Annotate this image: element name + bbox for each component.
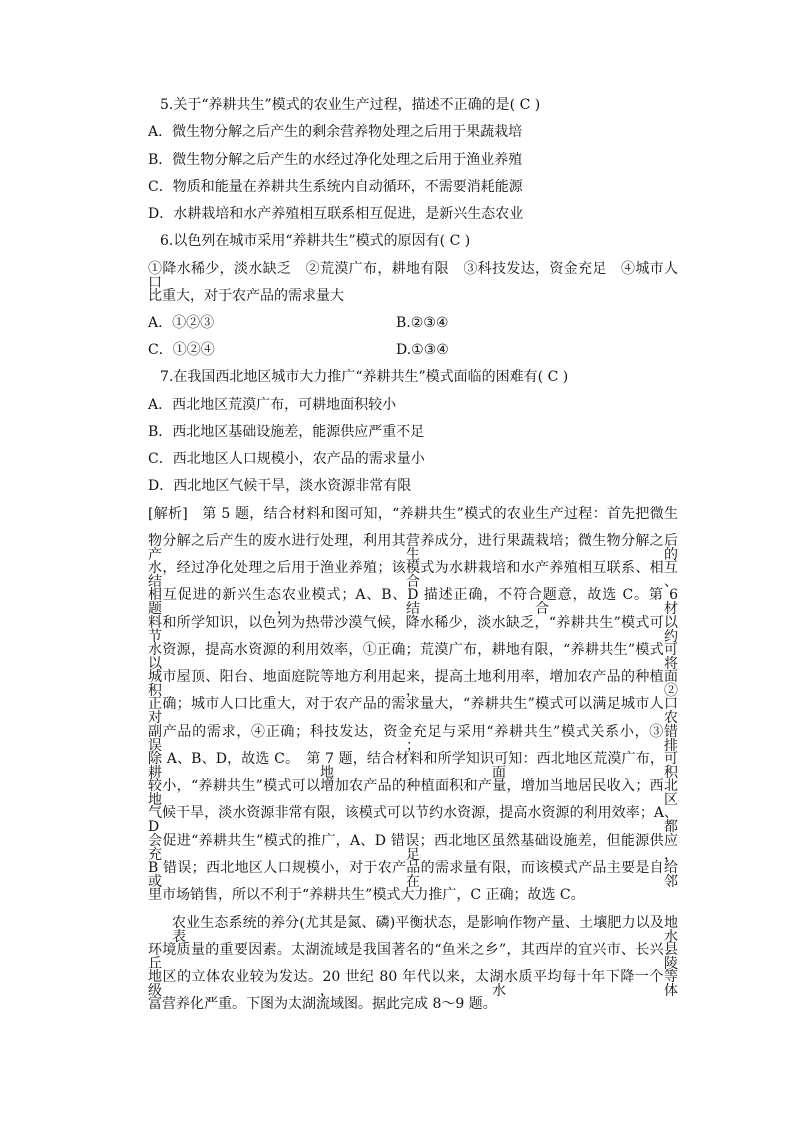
analysis-line: 除 A、B、D，故选 C。 第 7 题，结合材料和所学知识可知：西北地区荒漠广布，可耕地面积	[148, 751, 678, 781]
q6-stem: 6.以色列在城市采用“养耕共生”模式的原因有( C )	[160, 233, 471, 249]
q5-option-a: A．微生物分解之后产生的剩余营养物处理之后用于果蔬栽培	[148, 124, 523, 140]
analysis-line: 物分解之后产生的废水进行处理，利用其营养成分，进行果蔬栽培；微生物分解之后产生的	[148, 533, 678, 563]
q7-stem: 7.在我国西北地区城市大力推广“养耕共生”模式面临的困难有( C )	[160, 369, 569, 385]
analysis-line: 正确；城市人口比重大，对于农产品的需求量大，“养耕共生”模式可以满足城市人口对农	[148, 696, 678, 726]
q6-condition-line-1: ①降水稀少，淡水缺乏 ②荒漠广布，耕地有限 ③科技发达，资金充足 ④城市人口	[148, 261, 678, 291]
analysis-line: 会促进“养耕共生”模式的推广，A、D 错误；西北地区虽然基础设施差，但能源供应充足，	[148, 833, 678, 863]
q6-option-a: A．①②③	[148, 315, 215, 331]
analysis-line: 气候干旱，淡水资源非常有限，该模式可以节约水资源，提高水资源的利用效率；A、D 都	[148, 805, 678, 835]
analysis-line: 副产品的需求，④正确；科技发达，资金充足与采用“养耕共生”模式关系小，③错误；排	[148, 724, 678, 754]
material-line: 环境质量的重要因素。太湖流域是我国著名的“鱼米之乡”，其西岸的宜兴市、长兴县丘陵	[148, 942, 678, 972]
analysis-line: 水资源，提高水资源的利用效率，①正确；荒漠广布，耕地有限，“养耕共生”模式可以将	[148, 642, 678, 672]
q5-option-d: D．水耕栽培和水产养殖相互联系相互促进，是新兴生态农业	[148, 206, 524, 222]
analysis-line: 里市场销售，所以不利于“养耕共生”模式大力推广，C 正确；故选 C。	[148, 887, 585, 903]
q5-option-c: C．物质和能量在养耕共生系统内自动循环，不需要消耗能源	[148, 179, 523, 195]
q7-option-a: A．西北地区荒漠广布，可耕地面积较小	[148, 397, 397, 413]
analysis-line: 料和所学知识，以色列为热带沙漠气候，降水稀少，淡水缺乏，“养耕共生”模式可以节约	[148, 615, 678, 645]
q7-option-b: B．西北地区基础设施差，能源供应严重不足	[148, 424, 425, 440]
analysis-line: 相互促进的新兴生态农业模式；A、B、D 描述正确，不符合题意，故选 C。第 6 题，结合材	[148, 587, 678, 617]
material-line: 富营养化严重。下图为太湖流域图。据此完成 8～9 题。	[148, 996, 497, 1012]
analysis-line: 较小，“养耕共生”模式可以增加农产品的种植面积和产量，增加当地居民收入；西北地区	[148, 778, 678, 808]
analysis-line: 城市屋顶、阳台、地面庭院等地方利用起来，提高土地利用率，增加农产品的种植面积，②	[148, 669, 678, 699]
q5-option-b: B．微生物分解之后产生的水经过净化处理之后用于渔业养殖	[148, 152, 523, 168]
material-line: 地区的立体农业较为发达。20 世纪 80 年代以来，太湖水质平均每十年下降一个等级，水体	[148, 969, 678, 999]
q6-option-b: B.②③④	[396, 315, 449, 331]
q5-stem: 5.关于“养耕共生”模式的农业生产过程，描述不正确的是( C )	[160, 97, 541, 113]
q6-condition-line-2: 比重大，对于农产品的需求量大	[148, 288, 344, 304]
q7-option-d: D．西北地区气候干旱，淡水资源非常有限	[148, 478, 412, 494]
q6-option-c: C．①②④	[148, 342, 215, 358]
material-line: 农业生态系统的养分(尤其是氮、磷)平衡状态，是影响作物产量、土壤肥力以及地表水	[172, 915, 678, 945]
analysis-line: 水，经过净化处理之后用于渔业养殖；该模式为水耕栽培和水产养殖相互联系、相互结合、	[148, 560, 678, 590]
q6-option-d: D.①③④	[396, 342, 449, 358]
analysis-line: B 错误；西北地区人口规模小，对于农产品的需求量有限，而该模式产品主要是自给或在邻	[148, 860, 678, 890]
q7-option-c: C．西北地区人口规模小，农产品的需求量小	[148, 451, 425, 467]
analysis-line: [解析] 第 5 题，结合材料和图可知，“养耕共生”模式的农业生产过程：首先把微生	[148, 506, 678, 522]
